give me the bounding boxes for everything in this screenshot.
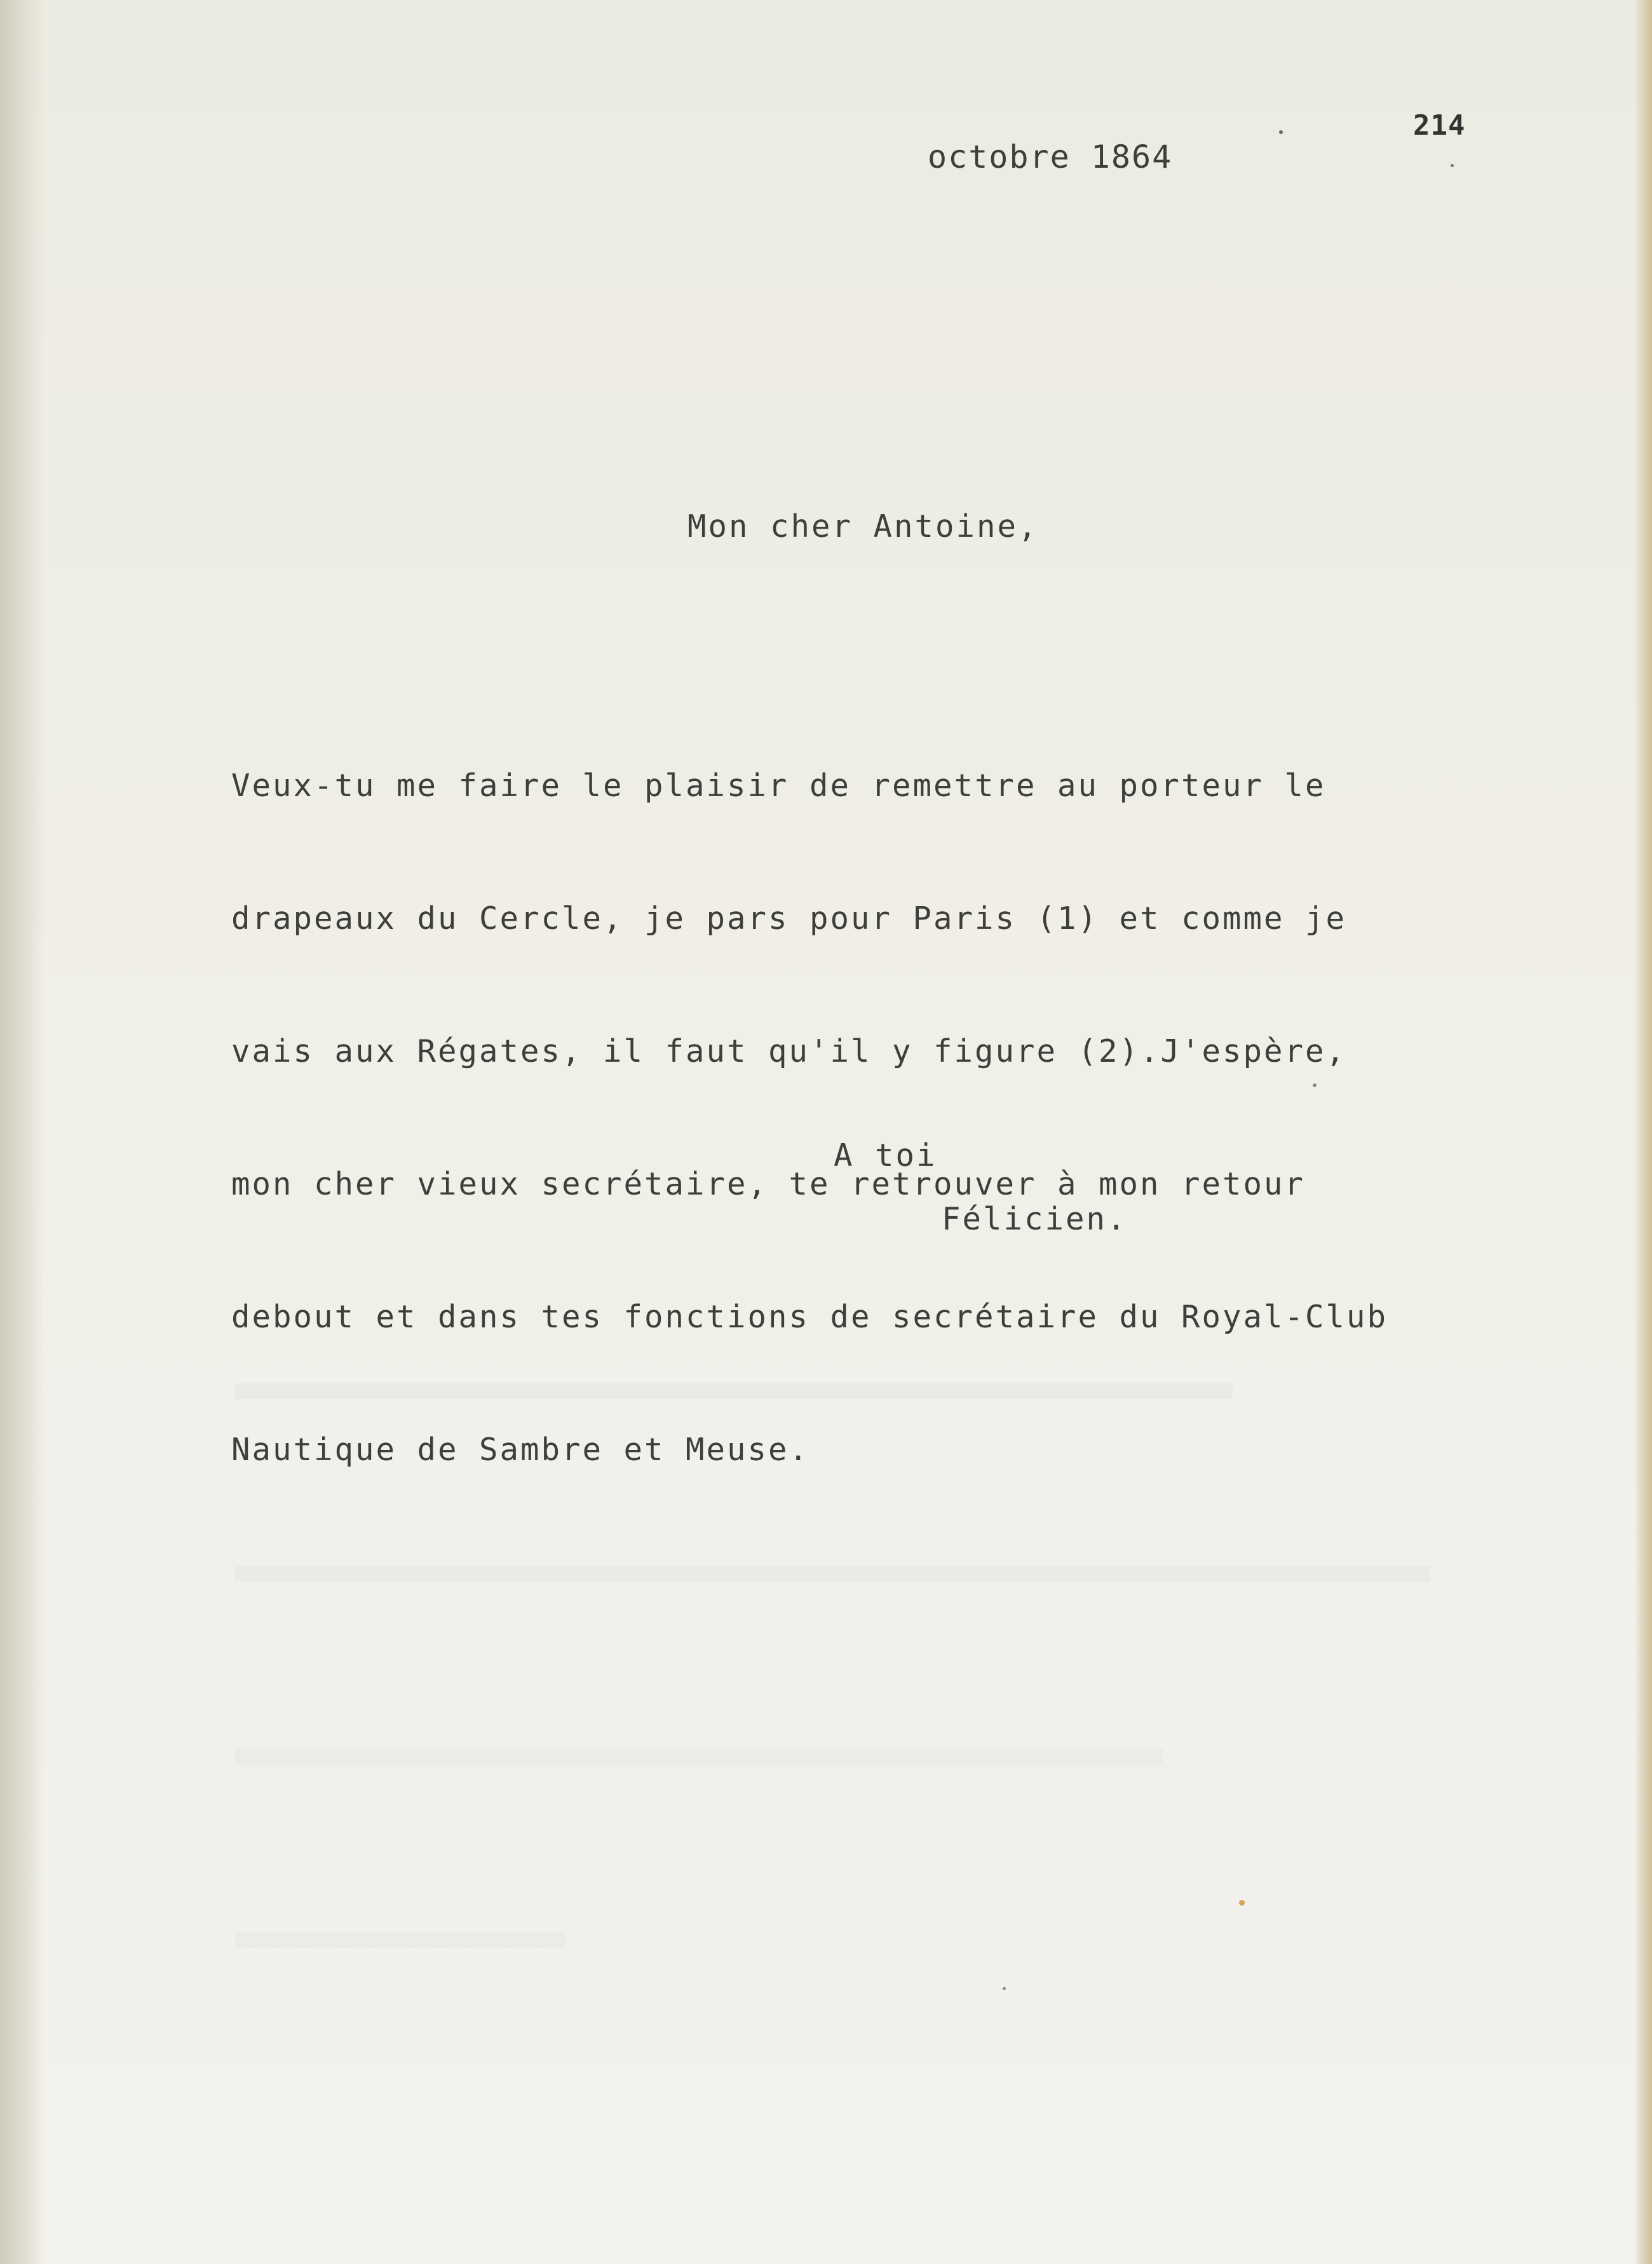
body-line: debout et dans tes fonctions de secrétaire du Royal-Club	[231, 1299, 1388, 1335]
page-edge	[1634, 0, 1652, 2264]
body-line: drapeaux du Cercle, je pars pour Paris (1) et comme je	[231, 900, 1347, 937]
paper-speck	[1451, 164, 1454, 167]
signature: Félicien.	[942, 1201, 1128, 1237]
letter-body	[231, 683, 1388, 1552]
paper-speck	[1313, 1083, 1317, 1087]
body-line: Veux-tu me faire le plaisir de remettre au porteur le	[231, 768, 1326, 804]
body-line: vais aux Régates, il faut qu'il y figure (2).J'espère,	[231, 1033, 1347, 1069]
letter-date: octobre 1864	[928, 139, 1173, 175]
salutation: Mon cher Antoine,	[687, 508, 1039, 545]
paper-speck	[1003, 1987, 1006, 1990]
paper-speck	[1239, 1900, 1245, 1906]
body-line: mon cher vieux secrétaire, te retrouver à mon retour	[231, 1166, 1306, 1202]
binding-shadow	[0, 0, 44, 2264]
closing: A toi	[834, 1137, 937, 1174]
body-line: Nautique de Sambre et Meuse.	[231, 1432, 810, 1468]
paper-speck	[1279, 130, 1283, 134]
page-number: 214	[1413, 109, 1466, 142]
